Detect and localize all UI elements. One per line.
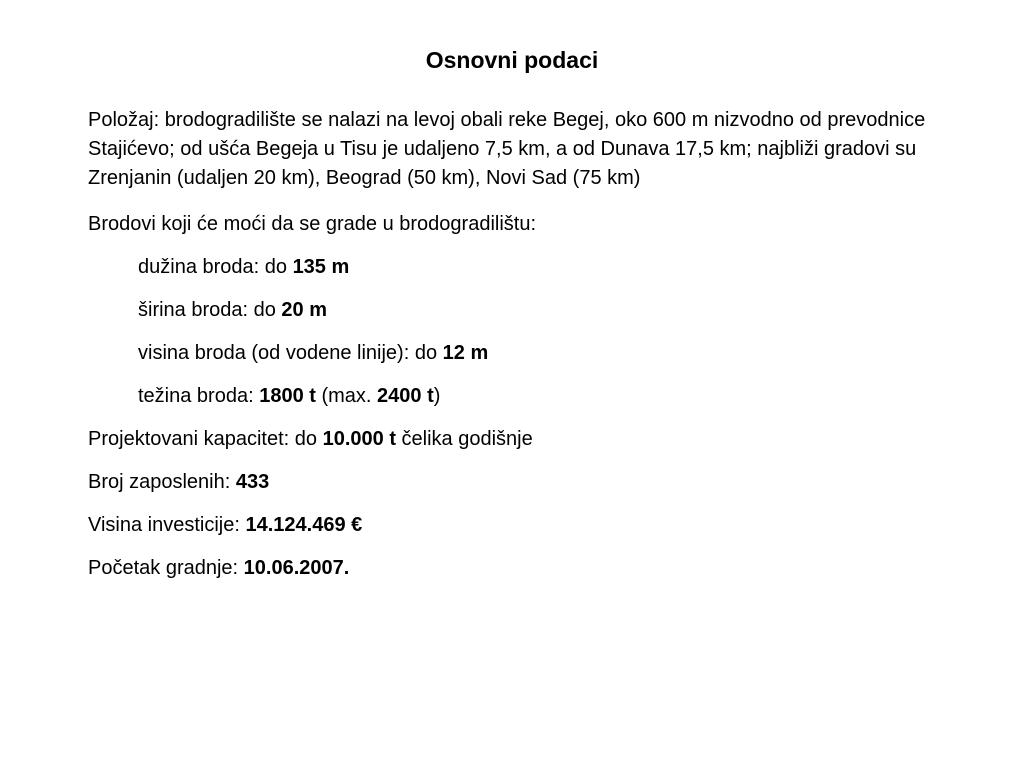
- spec-width-label: širina broda: do: [138, 299, 282, 321]
- spec-length-value: 135 m: [292, 256, 350, 278]
- capacity-line: [88, 425, 938, 454]
- capacity-label: Projektovani kapacitet: do: [88, 428, 323, 450]
- spec-length: [88, 253, 938, 282]
- employees-label: Broj zaposlenih:: [88, 471, 236, 493]
- slide-title: Osnovni podaci: [425, 47, 599, 73]
- spec-weight-max-close: ): [433, 385, 441, 407]
- spec-weight-label: težina broda:: [138, 385, 260, 407]
- spec-height-value: 12 m: [442, 342, 489, 364]
- spec-weight-max-value: 2400 t: [377, 385, 434, 407]
- capacity-suffix: čelika godišnje: [395, 428, 533, 450]
- investment-value: 14.124.469 €: [245, 514, 363, 536]
- spec-width: [88, 296, 938, 325]
- spec-weight-value: 1800 t: [259, 385, 316, 407]
- start-line: [88, 554, 938, 583]
- spec-weight-max-open: (max.: [315, 385, 378, 407]
- investment-line: [88, 511, 938, 540]
- spec-height: [88, 339, 938, 368]
- start-value: 10.06.2007.: [243, 557, 350, 579]
- spec-height-label: visina broda (od vodene linije): do: [138, 342, 443, 364]
- spec-length-label: dužina broda: do: [138, 256, 293, 278]
- location-paragraph: Položaj: brodogradilište se nalazi na levoj obali reke Begej, oko 600 m nizvodno od prevodnice Stajićevo; od ušća Begeja u Tisu je udaljeno 7,5 km, a od Dunava 17,5 km; najbliži gradovi su Zrenjanin (udaljen 20 km), Beograd (50 km), Novi Sad (75 km): [88, 109, 926, 189]
- investment-label: Visina investicije:: [88, 514, 246, 536]
- spec-weight: [88, 382, 938, 411]
- start-label: Početak gradnje:: [88, 557, 244, 579]
- capacity-value: 10.000 t: [322, 428, 396, 450]
- employees-line: [88, 468, 938, 497]
- slide-content: [88, 106, 938, 597]
- employees-value: 433: [235, 471, 270, 493]
- spec-width-value: 20 m: [281, 299, 328, 321]
- ships-intro: Brodovi koji će moći da se grade u brodogradilištu:: [88, 213, 537, 235]
